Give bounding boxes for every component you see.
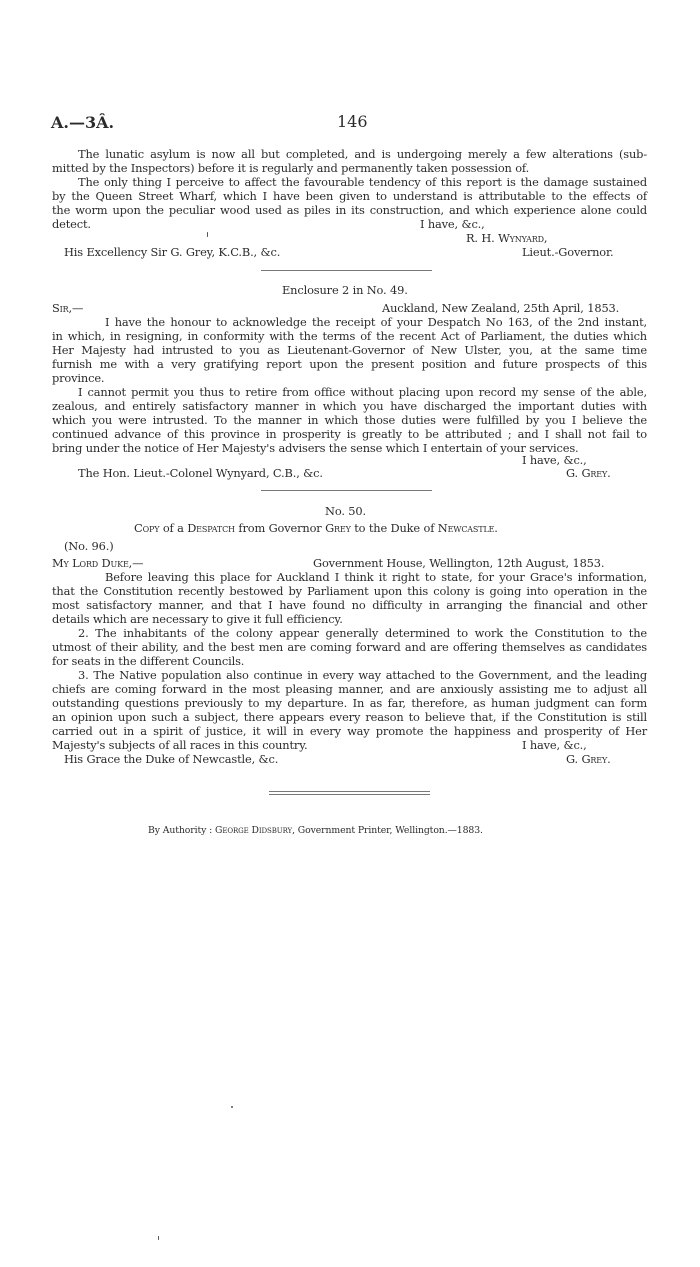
text-line: for seats in the different Councils. — [52, 654, 245, 668]
title-to: to the Duke of — [354, 521, 435, 535]
text-line: Her Majesty had intrusted to you as Lieutenant-Governor of New Ulster, you, at the same time — [52, 343, 647, 357]
title-grey: Grey — [325, 521, 351, 535]
text-line: an opinion upon such a subject, there appears every reason to believe that, if the Constitution is still — [52, 710, 647, 724]
scan-speck — [207, 232, 208, 237]
text-line: utmost of their ability, and the best men are coming forward and are offering themselves as candidates — [52, 640, 647, 654]
text-line: bring under the notice of Her Majesty's advisers the sense which I entertain of your services. — [52, 441, 579, 455]
text-line: outstanding questions previously to my departure. In as far, therefore, as human judgment can form — [52, 696, 647, 710]
despatch-number: No. 50. — [325, 504, 366, 518]
text-line: that the Constitution recently bestowed by Parliament upon this colony is going into operation in the — [52, 584, 647, 598]
text-line: furnish me with a very gratifying report upon the present position and future prospects of this — [52, 357, 647, 371]
text-line: most satisfactory manner, and that I have found no difficulty in arranging the financial and other — [52, 598, 647, 612]
page-number: 146 — [337, 112, 368, 131]
title-copy: Copy — [134, 521, 160, 535]
text-line: the worm upon the peculiar wood used as piles in its construction, and which experience alone could — [52, 203, 647, 217]
section-divider — [269, 794, 430, 795]
scan-speck — [231, 1106, 233, 1108]
text-line: I have the honour to acknowledge the receipt of your Despatch No 163, of the 2nd instant, — [105, 315, 647, 329]
text-line: which you were intrusted. To the manner in which those duties were fulfilled by you I believe the — [52, 413, 647, 427]
scan-speck — [158, 1236, 159, 1240]
text-line: detect. — [52, 217, 91, 231]
text-line: 3. The Native population also continue in every way attached to the Government, and the leading — [78, 668, 647, 682]
text-line: province. — [52, 371, 105, 385]
text-line: in which, in resigning, in conformity with the terms of the recent Act of Parliament, the duties which — [52, 329, 647, 343]
title-newcastle: Newcastle. — [437, 521, 498, 535]
title-of-a: of a — [162, 521, 184, 535]
signatory: G. Grey. — [566, 752, 611, 766]
salutation: Sir,— — [52, 301, 84, 315]
text-line: The lunatic asylum is now all but completed, and is undergoing merely a few alterations (sub- — [78, 147, 647, 161]
section-divider — [261, 490, 432, 491]
title-despatch: Despatch — [187, 521, 235, 535]
salutation: My Lord Duke,— — [52, 556, 144, 570]
text-line: carried out in a spirit of justice, it will in every way promote the happiness and prosperity of Her — [52, 724, 647, 738]
text-line: 2. The inhabitants of the colony appear generally determined to work the Constitution to the — [78, 626, 647, 640]
addressee: His Grace the Duke of Newcastle, &c. — [64, 752, 279, 766]
text-line: continued advance of this province in prosperity is greatly to be attributed ; and I shall not fail to — [52, 427, 647, 441]
title-from: from Governor — [238, 521, 322, 535]
dateline: Government House, Wellington, 12th August, 1853. — [313, 556, 605, 570]
text-line: zealous, and entirely satisfactory manner in which you have discharged the important duties with — [52, 399, 647, 413]
valediction: I have, &c., — [522, 453, 587, 467]
text-line: Before leaving this place for Auckland I think it right to state, for your Grace's information, — [105, 570, 647, 584]
sessional-reference: A.—3Â. — [51, 113, 115, 132]
addressee: The Hon. Lieut.-Colonel Wynyard, C.B., &c. — [78, 466, 323, 480]
signatory: R. H. Wynyard, — [466, 231, 548, 245]
printer-imprint — [148, 825, 483, 836]
signatory-title: Lieut.-Governor. — [522, 245, 614, 259]
enclosure-heading: Enclosure 2 in No. 49. — [282, 283, 408, 297]
section-divider — [269, 791, 430, 792]
text-line: The only thing I perceive to affect the favourable tendency of this report is the damage sustained — [78, 175, 647, 189]
text-line: Majesty's subjects of all races in this country. — [52, 738, 308, 752]
addressee: His Excellency Sir G. Grey, K.C.B., &c. — [64, 245, 281, 259]
text-line: mitted by the Inspectors) before it is regularly and permanently taken possession of. — [52, 161, 530, 175]
valediction: I have, &c., — [522, 738, 587, 752]
text-line: I cannot permit you thus to retire from office without placing upon record my sense of the able, — [78, 385, 647, 399]
printer-name: George Didsbury, — [215, 825, 295, 836]
printer-details: Government Printer, Wellington.—1883. — [297, 825, 483, 836]
text-line: chiefs are coming forward in the most pleasing manner, and are anxiously assisting me to adjust all — [52, 682, 647, 696]
section-divider — [261, 270, 432, 271]
signatory: G. Grey. — [566, 466, 611, 480]
text-line: details which are necessary to give it full efficiency. — [52, 612, 343, 626]
valediction: I have, &c., — [420, 217, 485, 231]
despatch-title — [134, 521, 498, 535]
by-authority: By Authority : — [148, 825, 213, 836]
dateline: Auckland, New Zealand, 25th April, 1853. — [382, 301, 620, 315]
text-line: by the Queen Street Wharf, which I have been given to understand is attributable to the effects of — [52, 189, 647, 203]
despatch-reference: (No. 96.) — [64, 539, 114, 553]
